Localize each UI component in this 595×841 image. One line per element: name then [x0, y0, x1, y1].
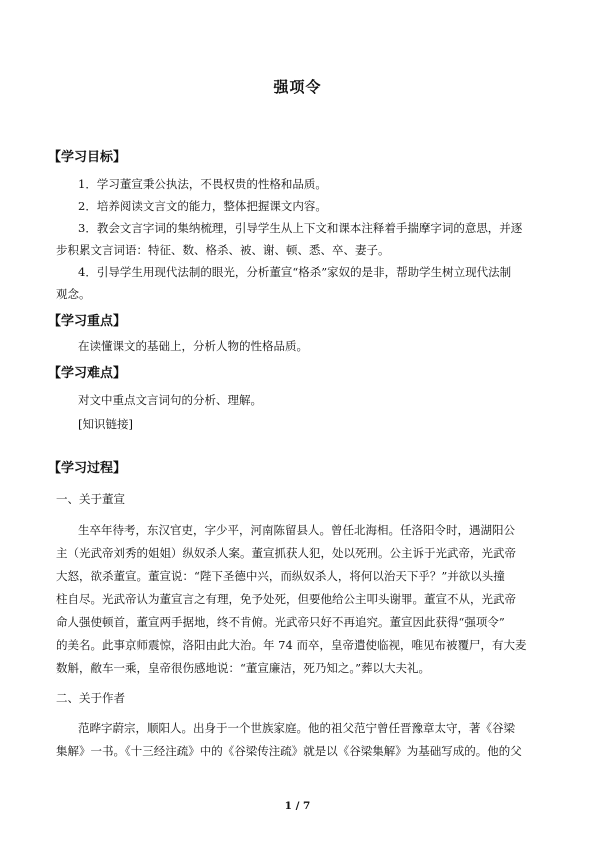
part1-line-6: 的美名。此事京师震惊，洛阳由此大治。年 74 而卒，皇帝遣使临视，唯见布被覆尸，有大麦 [56, 638, 527, 652]
part2-line-2: 集解》一书。《十三经注疏》中的《谷梁传注疏》就是以《谷梁集解》为基础写成的。他的父 [56, 744, 522, 758]
goal-item-4: 4．引导学生用现代法制的眼光，分析董宣“格杀”家奴的是非，帮助学生树立现代法制 [78, 265, 512, 279]
page-number: 1 / 7 [284, 800, 311, 812]
goal-item-3: 3．教会文言字词的集纳梳理，引导学生从上下文和课本注释着手揣摩字词的意思，并逐 [78, 221, 523, 235]
difficulty-text: 对文中重点文言词句的分析、理解。 [78, 393, 262, 407]
goals-heading: 【学习目标】 [48, 150, 127, 165]
part2-line-1: 范晔字蔚宗，顺阳人。出身于一个世族家庭。他的祖父范宁曾任晋豫章太守，著《谷梁 [78, 721, 515, 735]
focus-heading: 【学习重点】 [48, 314, 127, 329]
part1-line-1: 生卒年待考，东汉官吏，字少平，河南陈留县人。曾任北海相。任洛阳令时，遇湖阳公 [78, 523, 515, 537]
part1-line-7: 数斛，敝车一乘，皇帝很伤感地说：“董宣廉洁，死乃知之。”葬以大夫礼。 [56, 661, 431, 675]
part1-title: 一、关于董宣 [56, 492, 125, 506]
part1-line-5: 命人强使顿首，董宣两手据地，终不肯俯。光武帝只好不再追究。董宣因此获得“强项令” [56, 615, 505, 629]
process-heading: 【学习过程】 [48, 461, 127, 476]
goal-item-4-cont: 观念。 [56, 287, 91, 301]
part1-line-4: 柱自尽。光武帝认为董宣言之有理，免予处死，但要他给公主叩头谢罪。董宣不从，光武帝 [56, 592, 516, 606]
goal-item-3-cont: 步积累文言词语：特征、数、格杀、被、谢、顿、悉、卒、妻子。 [56, 243, 390, 257]
knowledge-link: [知识链接] [78, 417, 133, 431]
part2-title: 二、关于作者 [56, 691, 125, 705]
part1-line-3: 大怒，欲杀董宣。董宣说：“陛下圣德中兴，而纵奴杀人，将何以治天下乎？”并欲以头撞 [56, 569, 505, 583]
part1-line-2: 主（光武帝刘秀的姐姐）纵奴杀人案。董宣抓获人犯，处以死刑。公主诉于光武帝，光武帝 [56, 546, 516, 560]
focus-text: 在读懂课文的基础上，分析人物的性格品质。 [78, 339, 308, 353]
difficulty-heading: 【学习难点】 [48, 366, 127, 381]
page-title: 强项令 [273, 78, 322, 96]
goal-item-1: 1．学习董宣秉公执法，不畏权贵的性格和品质。 [78, 177, 327, 191]
goal-item-2: 2．培养阅读文言文的能力，整体把握课文内容。 [78, 199, 327, 213]
